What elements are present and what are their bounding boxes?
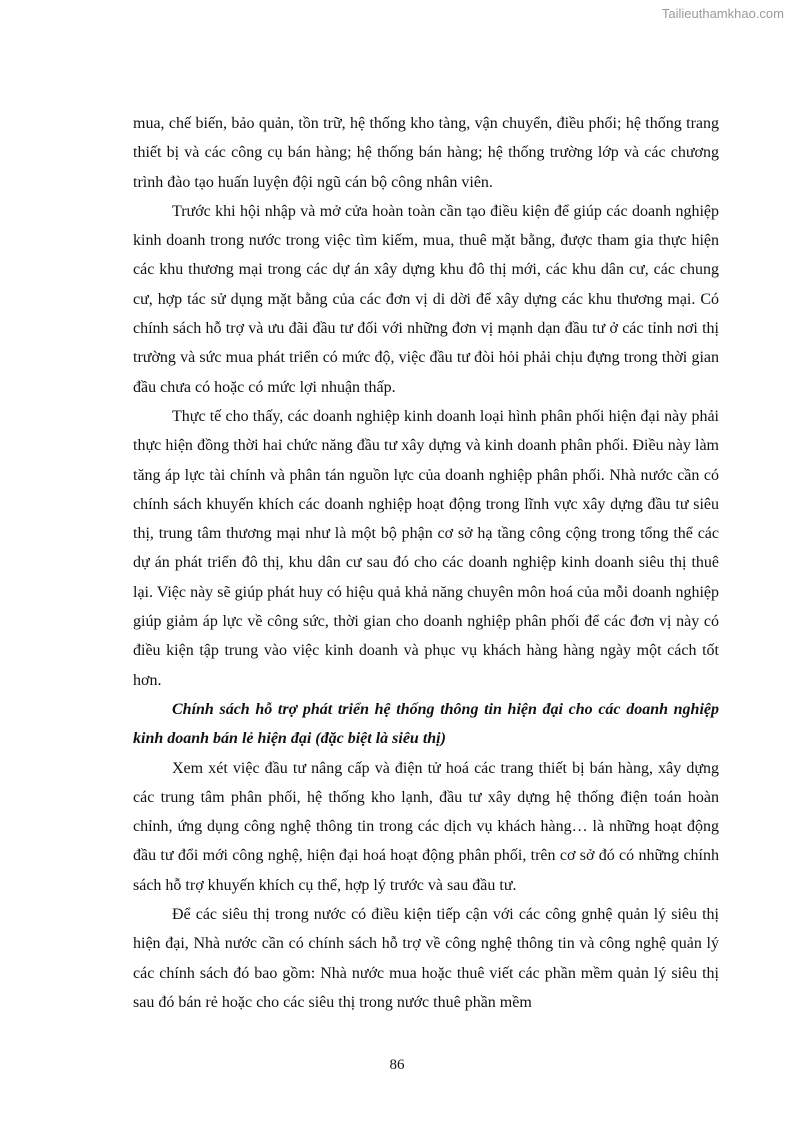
document-body (133, 109, 719, 1017)
paragraph-pre-integration: Trước khi hội nhập và mở cửa hoàn toàn cần tạo điều kiện để giúp các doanh nghiệp kinh doanh trong nước trong việc tìm kiếm, mua, thuê mặt bằng, được tham gia thực hiện các khu thương mại trong các dự án xây dựng khu đô thị mới, các khu dân cư, các chung cư, hợp tác sử dụng mặt bằng của các đơn vị di dời để xây dựng các khu thương mại. Có chính sách hỗ trợ và ưu đãi đầu tư đối với những đơn vị mạnh dạn đầu tư ở các tỉnh nơi thị trường và sức mua phát triển có mức độ, việc đầu tư đòi hỏi phải chịu đựng trong thời gian đầu chưa có hoặc có mức lợi nhuận thấp. (133, 202, 719, 396)
paragraph-technology-support: Để các siêu thị trong nước có điều kiện tiếp cận với các công gnhệ quản lý siêu thị hiện đại, Nhà nước cần có chính sách hỗ trợ về công nghệ thông tin và công nghệ quản lý các chính sách đó bao gồm: Nhà nước mua hoặc thuê viết các phần mềm quản lý siêu thị sau đó bán rẻ hoặc cho các siêu thị trong nước thuê phần mềm (133, 906, 719, 1011)
paragraph-continuation: mua, chế biến, bảo quản, tồn trữ, hệ thống kho tàng, vận chuyển, điều phối; hệ thống trang thiết bị và các công cụ bán hàng; hệ thống bán hàng; hệ thống trường lớp và các chương trình đào tạo huấn luyện đội ngũ cán bộ công nhân viên. (133, 115, 719, 191)
page-number: 86 (389, 1057, 405, 1073)
paragraph-investment: Xem xét việc đầu tư nâng cấp và điện tử hoá các trang thiết bị bán hàng, xây dựng các trung tâm phân phối, hệ thống kho lạnh, đầu tư xây dựng hệ thống điện toán hoàn chỉnh, ứng dụng công nghệ thông tin trong các dịch vụ khách hàng… là những hoạt động đầu tư đổi mới công nghệ, hiện đại hoá hoạt động phân phối, trên cơ sở đó có những chính sách hỗ trợ khuyến khích cụ thể, hợp lý trước và sau đầu tư. (133, 759, 719, 894)
paragraph-reality: Thực tế cho thấy, các doanh nghiệp kinh doanh loại hình phân phối hiện đại này phải thực hiện đồng thời hai chức năng đầu tư xây dựng và kinh doanh phân phối. Điều này làm tăng áp lực tài chính và phân tán nguồn lực của doanh nghiệp phân phối. Nhà nước cần có chính sách khuyến khích các doanh nghiệp hoạt động trong lĩnh vực xây dựng đầu tư siêu thị, trung tâm thương mại như là một bộ phận cơ sở hạ tầng công cộng trong tổng thể các dự án phát triển đô thị, khu dân cư sau đó cho các doanh nghiệp kinh doanh siêu thị thuê lại. Việc này sẽ giúp phát huy có hiệu quả khả năng chuyên môn hoá của mỗi doanh nghiệp giúp giảm áp lực về công sức, thời gian cho doanh nghiệp phân phối để các đơn vị này có điều kiện tập trung vào việc kinh doanh và phục vụ khách hàng hàng ngày một cách tốt hơn. (133, 407, 719, 689)
watermark-text: Tailieuthamkhao.com (661, 6, 784, 21)
section-heading: Chính sách hỗ trợ phát triển hệ thống thông tin hiện đại cho các doanh nghiệp kinh doanh bán lẻ hiện đại (đặc biệt là siêu thị) (133, 700, 719, 748)
